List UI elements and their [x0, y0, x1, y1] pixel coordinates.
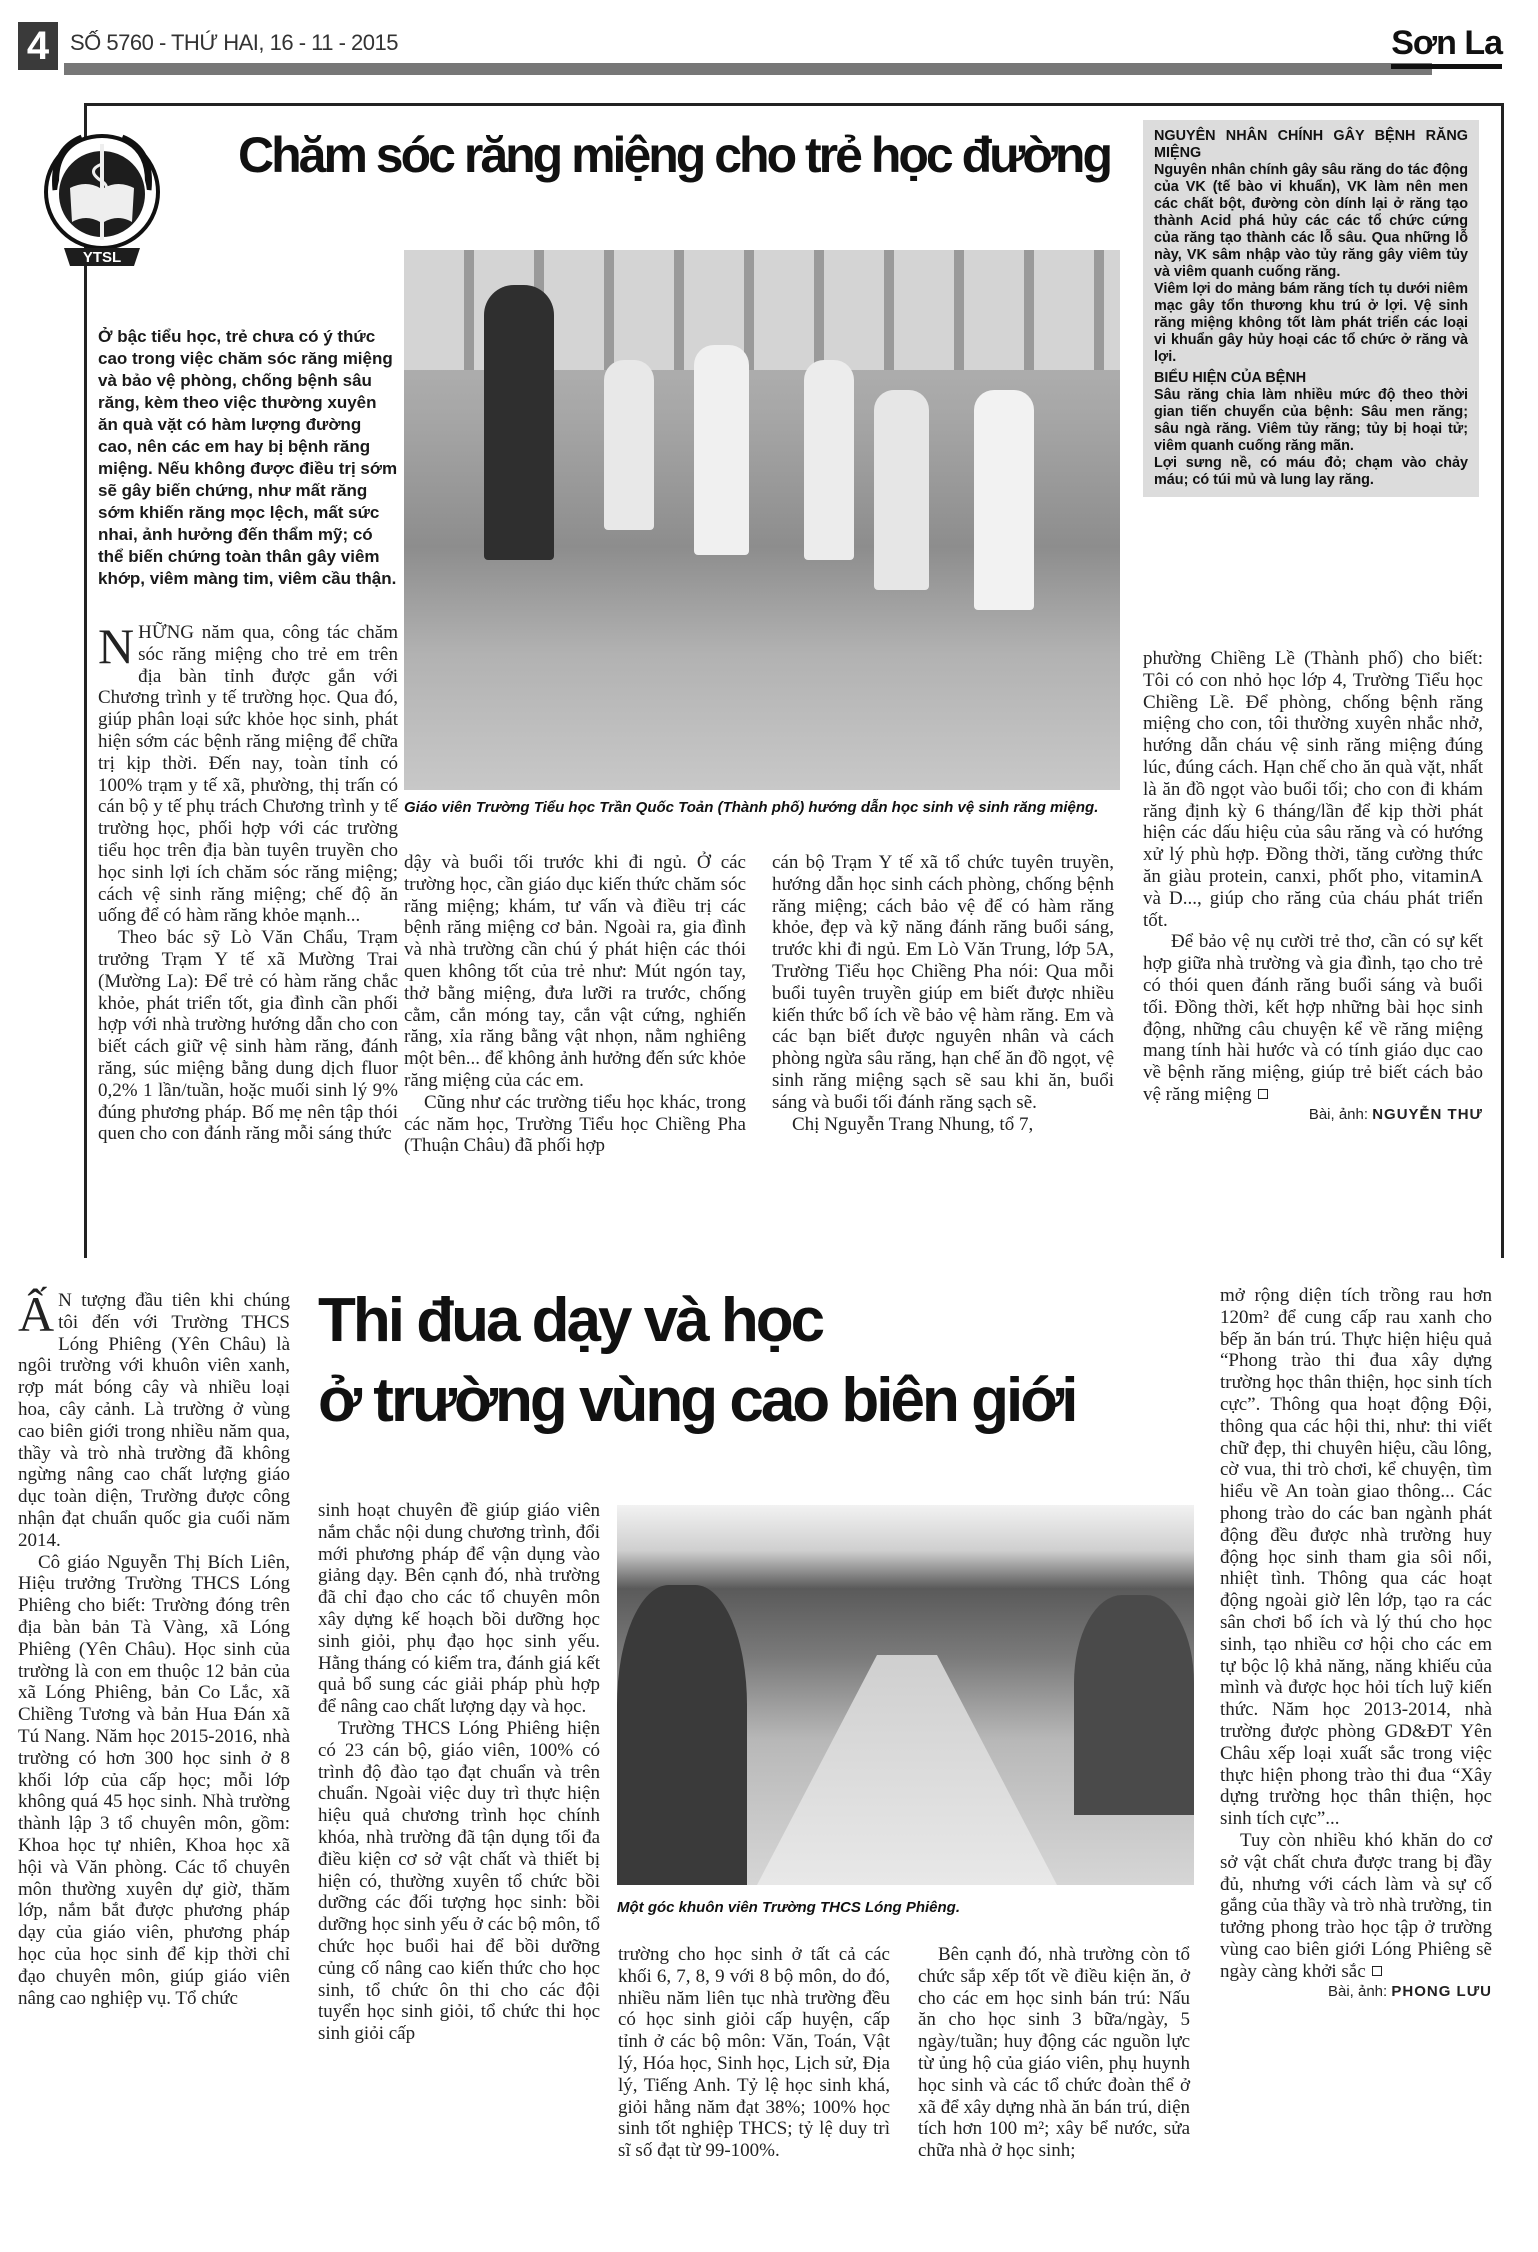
article1-col1-p2: Theo bác sỹ Lò Văn Chẩu, Trạm trưởng Trạm Y tế xã Mường Trai (Mường La): Để trẻ có hàm răng chắc khỏe, phát triển tốt, gia đình cần phối hợp với nhà trường hướng dẫn cho con biết cách giữ vệ sinh hàm răng, đánh răng, súc miệng bằng dung dịch fluor 0,2% 1 lần/tuần, hoặc muối sinh lý 9% đúng phương pháp. Bố mẹ nên tập thói quen cho con đánh răng mỗi sáng thức	[98, 927, 398, 1145]
issue-line: SỐ 5760 - THỨ HAI, 16 - 11 - 2015	[70, 30, 398, 55]
article1-col2-p1: dậy và buổi tối trước khi đi ngủ. Ở các trường học, cần giáo dục kiến thức chăm sóc răng miệng; khám, tư vấn và điều trị các bệnh răng miệng cơ bản. Ngoài ra, gia đình và nhà trường cần chú ý phát hiện các thói quen không tốt của trẻ như: Mút ngón tay, thở bằng miệng, đưa lưỡi ra trước, chống cằm, cắn móng tay, cắn vật cứng, nghiến răng, xỉa răng bằng vật nhọn, nằm nghiêng một bên... để không ảnh hưởng đến sức khỏe răng miệng của các em.	[404, 852, 746, 1091]
article2-photo-caption: Một góc khuôn viên Trường THCS Lóng Phiêng.	[617, 1899, 960, 1916]
article1-col3	[772, 852, 1114, 1135]
article2-col2-p2: Trường THCS Lóng Phiêng hiện có 23 cán bộ, giáo viên, 100% có trình độ đào tạo đạt chuẩn và trên chuẩn. Ngoài việc duy trì thực hiện hiệu quả chương trình học chính khóa, nhà trường đã tận dụng tối đa điều kiện cơ sở vật chất và thiết bị hiện có, thường xuyên tổ chức bồi dưỡng các đối tượng học sinh: bồi dưỡng học sinh yếu ở các bộ môn, tổ chức học buổi hai để bồi dưỡng củng cố nâng cao kiến thức cho học sinh, tổ chức ôn thi cho các đội tuyển học sinh giỏi, tổ chức thi học sinh giỏi cấp	[318, 1717, 600, 2045]
article2-col1-p2: Cô giáo Nguyễn Thị Bích Liên, Hiệu trưởng Trường THCS Lóng Phiêng cho biết: Trường đóng trên địa bàn bản Tà Vàng, xã Lóng Phiêng (Yên Châu). Học sinh của trường là con em thuộc 12 bản của xã Lóng Phiêng, bản Co Lắc, xã Chiềng Tương và bản Hua Đán xã Tú Nang. Năm học 2015-2016, nhà trường có hơn 300 học sinh ở 8 khối lớp của cấp học; mỗi lớp không quá 45 học sinh. Nhà trường thành lập 3 tổ chuyên môn, gồm: Khoa học tự nhiên, Khoa học xã hội và Văn phòng. Các tổ chuyên môn thường xuyên dự giờ, thăm lớp, nắm bắt được phương pháp dạy của giáo viên, phương pháp học của học sinh để kịp thời chỉ đạo chuyên môn, giúp giáo viên nâng cao nghiệp vụ. Tổ chức	[18, 1551, 290, 2009]
article2-col4	[918, 1944, 1190, 2162]
article1-photo	[404, 250, 1120, 790]
sidebar-heading-causes: NGUYÊN NHÂN CHÍNH GÂY BỆNH RĂNG MIỆNG	[1154, 128, 1468, 161]
article2-col3-p1: trường cho học sinh ở tất cả các khối 6, 7, 8, 9 với 8 bộ môn, do đó, nhiều năm liên tục nhà trường đều có học sinh giỏi cấp huyện, cấp tỉnh ở các bộ môn: Văn, Toán, Vật lý, Hóa học, Sinh học, Lịch sử, Địa lý, Tiếng Anh. Tỷ lệ học sinh khá, giỏi hằng năm đạt 38%; 100% học sinh tốt nghiệp THCS; tỷ lệ duy trì sĩ số đạt từ 99-100%.	[618, 1944, 890, 2162]
article2-col5-p2: Tuy còn nhiều khó khăn do cơ sở vật chất chưa được trang bị đầy đủ, nhưng với cách làm và sự cố gắng của thầy và trò nhà trường, tin tưởng phong trào học tập ở trường vùng cao biên giới Lóng Phiêng sẽ ngày càng khởi sắc	[1220, 1829, 1492, 1982]
article1-col4-p2: Để bảo vệ nụ cười trẻ thơ, cần có sự kết hợp giữa nhà trường và gia đình, tạo cho trẻ có thói quen đánh răng buổi sáng và buổi tối. Đồng thời, kết hợp những bài học sinh động, những câu chuyện kể về răng miệng mang tính hài hước và có tính giáo dục cao về bệnh răng miệng, giúp trẻ biết cách bảo vệ răng miệng	[1143, 931, 1483, 1105]
end-mark-icon	[1258, 1089, 1268, 1099]
article1-lead: Ở bậc tiểu học, trẻ chưa có ý thức cao trong việc chăm sóc răng miệng và bảo vệ phòng, chống bệnh sâu răng, kèm theo việc thường xuyên ăn quà vặt có hàm lượng đường cao, nên các em hay bị bệnh răng miệng. Nếu không được điều trị sớm sẽ gây biến chứng, như mất răng sớm khiến răng mọc lệch, mất sức nhai, ảnh hưởng đến thẩm mỹ; có thể biến chứng toàn thân gây viêm khớp, viêm màng tim, viêm cầu thận.	[98, 327, 398, 588]
article1-frame-top	[84, 103, 1504, 106]
article1-col3-p2: Chị Nguyễn Trang Nhung, tổ 7,	[792, 1113, 1034, 1135]
sidebar-para4: Lợi sưng nề, có máu đỏ; chạm vào chảy máu; có túi mủ và lung lay răng.	[1154, 455, 1468, 488]
article2-col3	[618, 1944, 890, 2162]
section-name: Sơn La	[1391, 22, 1502, 69]
article1-title: Chăm sóc răng miệng cho trẻ học đường	[238, 127, 1110, 183]
article2-col5	[1220, 1285, 1492, 2000]
article1-byline: Bài, ảnh: NGUYỄN THƯ	[1308, 1105, 1483, 1123]
article2-col2	[318, 1500, 600, 2045]
sidebar-para2: Viêm lợi do mảng bám răng tích tụ dưới niêm mạc gây tổn thương khu trú ở lợi. Vệ sinh răng miệng không tốt làm phát triển các loại vi khuẩn gây hủy hoại các tổ chức ở răng và lợi.	[1154, 281, 1468, 365]
article2-col5-p1: mở rộng diện tích trồng rau hơn 120m² để cung cấp rau xanh cho bếp ăn bán trú. Thực hiện hiệu quả “Phong trào thi đua xây dựng trường học thân thiện, học sinh tích cực”. Thông qua hoạt động Đội, thông qua các hội thi, như: thi viết chữ đẹp, thi chuyên hiệu, cầu lông, cờ vua, thi trò chơi, kể chuyện, tìm hiểu về An toàn giao thông... Các phong trào do các ban ngành phát động đều được nhà trường huy động học sinh tham gia sôi nổi, nhiệt tình. Thông qua các hoạt động ngoài giờ lên lớp, tạo ra các sân chơi bổ ích và lý thú cho học sinh, tạo nhiều cơ hội cho các em tự bộc lộ khả năng, năng khiếu của mình và được học hỏi tích luỹ kiến thức. Năm học 2013-2014, nhà trường được phòng GD&ĐT Yên Châu xếp loại xuất sắc trong việc thực hiện phong trào thi đua “Xây dựng trường học thân thiện, học sinh tích cực”...	[1220, 1285, 1492, 1830]
article2-col4-p1: Bên cạnh đó, nhà trường còn tổ chức sắp xếp tốt về điều kiện ăn, ở cho các em học sinh bán trú: Nấu ăn cho học sinh 3 bữa/ngày, 5 ngày/tuần; huy động các nguồn lực từ ủng hộ của giáo viên, phụ huynh học sinh và các tổ chức đoàn thể ở xã để xây dựng nhà ăn bán trú, diện tích hơn 100 m²; xây bể nước, sửa chữa nhà ở học sinh;	[918, 1944, 1190, 2162]
article1-col2	[404, 852, 746, 1157]
page-number: 4	[18, 22, 58, 70]
caduceus-book-emblem-icon	[42, 130, 162, 280]
article1-col4	[1143, 648, 1483, 1123]
dropcap: N	[98, 618, 135, 674]
sidebar-para3: Sâu răng chia làm nhiều mức độ theo thời gian tiến chuyển của bệnh: Sâu men răng; sâu ngà răng. Viêm tủy răng; tủy bị hoại tử; viêm quanh cuống răng mãn.	[1154, 387, 1468, 454]
end-mark-icon	[1372, 1966, 1382, 1976]
article2-col1	[18, 1286, 290, 2009]
dropcap: Ấ	[18, 1286, 55, 1342]
sidebar-para1: Nguyên nhân chính gây sâu răng do tác động của VK (tế bào vi khuẩn), VK làm nên men các chất bột, đường còn dính lại ở răng tạo thành Acid phá hủy các các tổ chức cứng của răng tạo thành các lỗ sâu. Qua những lỗ này, VK sâm nhập vào tủy răng gây viêm tủy và viêm quanh cuống răng.	[1154, 162, 1468, 280]
article2-title-line1: Thi đua dạy và học	[318, 1286, 823, 1355]
article1-col3-p1: cán bộ Trạm Y tế xã tổ chức tuyên truyền, hướng dẫn học sinh cách phòng, chống bệnh răng miệng; cách bảo vệ để có hàm răng khỏe, đẹp và kỹ năng đánh răng buổi sáng, trước khi đi ngủ. Em Lò Văn Trung, lớp 5A, Trường Tiểu học Chiềng Pha nói: Qua mỗi buổi tuyên truyền giúp em biết được nhiều kiến thức bổ ích về bảo vệ hàm răng. Em và các bạn biết được nguyên nhân và cách phòng ngừa sâu răng, hạn chế ăn đồ ngọt, vệ sinh răng miệng sạch sẽ sau khi ăn, buổi sáng và buổi tối đánh răng sạch sẽ.	[772, 852, 1114, 1113]
article1-col2-p2: Cũng như các trường tiểu học khác, trong các năm học, Trường Tiểu học Chiềng Pha (Thuận Châu) đã phối hợp	[404, 1091, 746, 1157]
header-rule	[64, 63, 1432, 75]
article2-byline: Bài, ảnh: PHONG LƯU	[1327, 1982, 1492, 2000]
article2-col2-p1: sinh hoạt chuyên đề giúp giáo viên nắm chắc nội dung chương trình, đổi mới phương pháp để vận dụng vào giảng dạy. Bên cạnh đó, nhà trường đã chỉ đạo cho các tổ chuyên môn xây dựng kế hoạch bồi dưỡng học sinh giỏi, phụ đạo học sinh yếu. Hằng tháng có kiểm tra, đánh giá kết quả bổ sung các giải pháp phù hợp để nâng cao chất lượng dạy và học.	[318, 1500, 600, 1718]
article1-col1-p1: NHỮNG năm qua, công tác chăm sóc răng miệng cho trẻ em trên địa bàn tỉnh được gắn với Chương trình y tế trường học. Qua đó, giúp phân loại sức khỏe học sinh, phát hiện sớm các bệnh răng miệng để chữa trị kịp thời. Đến nay, toàn tỉnh có 100% trạm y tế xã, phường, thị trấn có cán bộ y tế phụ trách Chương trình y tế trường học, phối hợp với các trường tiểu học trên địa bàn tuyên truyền cho học sinh lợi ích chăm sóc răng miệng; cách vệ sinh răng miệng; chế độ ăn uống để có hàm răng khỏe mạnh...	[98, 618, 398, 927]
sidebar-heading-symptoms: BIỂU HIỆN CỦA BỆNH	[1154, 370, 1307, 386]
article1-frame-right	[1501, 103, 1504, 1258]
article2-photo	[617, 1505, 1194, 1885]
article1-photo-caption: Giáo viên Trường Tiểu học Trần Quốc Toản (Thành phố) hướng dẫn học sinh vệ sinh răng miệng.	[404, 799, 1099, 816]
article1-col1	[98, 618, 398, 1145]
article2-col1-p1: Ấ N tượng đầu tiên khi chúng tôi đến với Trường THCS Lóng Phiêng (Yên Châu) là ngôi trường với khuôn viên xanh, rợp mát bóng cây và nhiều loại hoa, cây cảnh. Là trường ở vùng cao biên giới trong nhiều năm qua, thầy và trò nhà trường đã không ngừng nâng cao chất lượng giáo dục toàn diện, Trường được công nhận đạt chuẩn quốc gia cuối năm 2014.	[18, 1286, 290, 1551]
article1-sidebar	[1143, 120, 1479, 497]
logo-text: YTSL	[82, 249, 122, 266]
article2-title-line2: ở trường vùng cao biên giới	[318, 1366, 1076, 1435]
ytsl-logo	[42, 130, 162, 280]
article1-col4-p1: phường Chiềng Lề (Thành phố) cho biết: Tôi có con nhỏ học lớp 4, Trường Tiểu học Chiềng Lề. Để phòng, chống bệnh răng miệng cho con, tôi thường xuyên nhắc nhở, hướng dẫn cháu vệ sinh răng miệng đúng lúc, đúng cách. Hạn chế cho ăn quà vặt, nhất là ăn đồ ngọt vào buổi tối; cho con đi khám răng định kỳ 6 tháng/lần để kịp thời phát hiện các dấu hiệu của sâu răng và có hướng xử lý phù hợp. Đồng thời, tăng cường thức ăn giàu protein, canxi, phốt pho, vitaminA và D..., giúp cho răng của cháu phát triển tốt.	[1143, 648, 1483, 931]
